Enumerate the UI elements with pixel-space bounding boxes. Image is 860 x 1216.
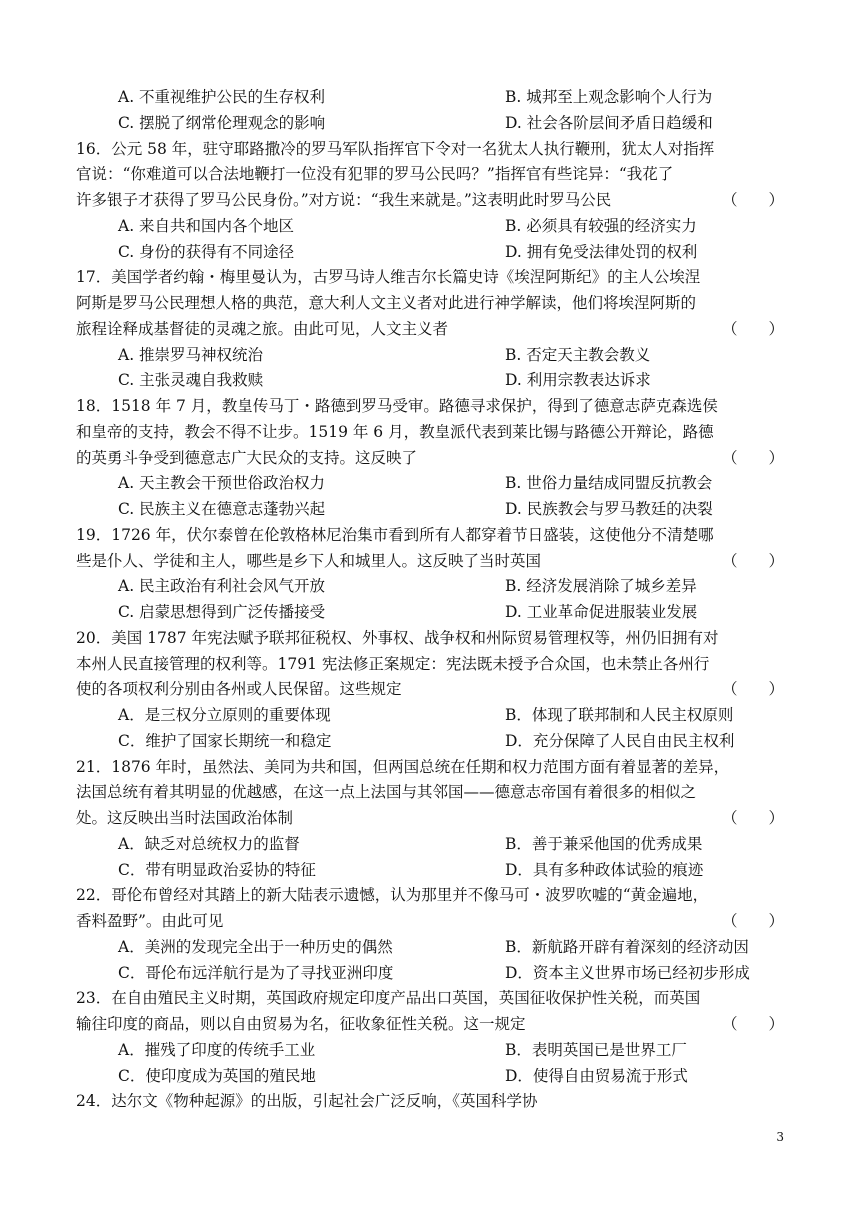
answer-blank: （ ） bbox=[722, 191, 785, 209]
answer-option: A．缺乏对总统权力的监督 bbox=[118, 835, 300, 853]
question-text-line: 些是仆人、学徒和主人，哪些是乡下人和城里人。这反映了当时英国 bbox=[76, 552, 542, 570]
answer-option: B. 世俗力量结成同盟反抗教会 bbox=[505, 474, 713, 492]
answer-option: C．维护了国家长期统一和稳定 bbox=[118, 732, 332, 750]
answer-blank: （ ） bbox=[722, 680, 785, 698]
answer-option: D．资本主义世界市场已经初步形成 bbox=[505, 964, 750, 982]
answer-option: D. 社会各阶层间矛盾日趋缓和 bbox=[505, 114, 713, 132]
answer-option: B．体现了联邦制和人民主权原则 bbox=[505, 706, 734, 724]
answer-option: A．摧残了印度的传统手工业 bbox=[118, 1041, 316, 1059]
answer-option: D．具有多种政体试验的痕迹 bbox=[505, 861, 704, 879]
question-text-line: 的英勇斗争受到德意志广大民众的支持。这反映了 bbox=[76, 449, 418, 467]
question-text-line: 20．美国 1787 年宪法赋予联邦征税权、外事权、战争权和州际贸易管理权等，州仍旧拥有对 bbox=[76, 629, 719, 647]
answer-option: D．充分保障了人民自由民主权利 bbox=[505, 732, 735, 750]
question-text-line: 使的各项权利分别由各州或人民保留。这些规定 bbox=[76, 680, 402, 698]
answer-option: D. 工业革命促进服装业发展 bbox=[505, 603, 698, 621]
answer-option: D. 民族教会与罗马教廷的决裂 bbox=[505, 500, 713, 518]
answer-option: D．使得自由贸易流于形式 bbox=[505, 1067, 688, 1085]
answer-option: C. 民族主义在德意志蓬勃兴起 bbox=[118, 500, 326, 518]
answer-option: B．新航路开辟有着深刻的经济动因 bbox=[505, 938, 749, 956]
question-text-line: 旅程诠释成基督徒的灵魂之旅。由此可见，人文主义者 bbox=[76, 320, 449, 338]
question-text-line: 官说：“你难道可以合法地鞭打一位没有犯罪的罗马公民吗？”指挥官有些诧异：“我花了 bbox=[76, 165, 674, 183]
answer-option: D. 利用宗教表达诉求 bbox=[505, 371, 651, 389]
question-text-line: 阿斯是罗马公民理想人格的典范，意大利人文主义者对此进行神学解读，他们将埃涅阿斯的 bbox=[76, 294, 697, 312]
question-text-line: 21．1876 年时，虽然法、美同为共和国，但两国总统在任期和权力范围方面有着显著的差异， bbox=[76, 758, 730, 776]
answer-option: C. 摆脱了纲常伦理观念的影响 bbox=[118, 114, 326, 132]
answer-option: B．表明英国已是世界工厂 bbox=[505, 1041, 687, 1059]
answer-blank: （ ） bbox=[722, 809, 785, 827]
answer-option: C．带有明显政治妥协的特征 bbox=[118, 861, 316, 879]
answer-option: C．哥伦布远洋航行是为了寻找亚洲印度 bbox=[118, 964, 394, 982]
answer-option: A. 来自共和国内各个地区 bbox=[118, 217, 295, 235]
answer-option: B．善于兼采他国的优秀成果 bbox=[505, 835, 703, 853]
answer-blank: （ ） bbox=[722, 1015, 785, 1033]
answer-option: C. 主张灵魂自我救赎 bbox=[118, 371, 264, 389]
answer-option: D. 拥有免受法律处罚的权利 bbox=[505, 243, 698, 261]
question-text-line: 许多银子才获得了罗马公民身份。”对方说：“我生来就是。”这表明此时罗马公民 bbox=[76, 191, 612, 209]
question-text-line: 本州人民直接管理的权利等。1791 宪法修正案规定：宪法既未授予合众国，也未禁止各州行 bbox=[76, 655, 710, 673]
answer-option: A. 不重视维护公民的生存权利 bbox=[118, 88, 326, 106]
answer-option: C．使印度成为英国的殖民地 bbox=[118, 1067, 316, 1085]
answer-option: A. 天主教会干预世俗政治权力 bbox=[118, 474, 326, 492]
answer-blank: （ ） bbox=[722, 912, 785, 930]
answer-option: B. 必须具有较强的经济实力 bbox=[505, 217, 697, 235]
answer-option: A．美洲的发现完全出于一种历史的偶然 bbox=[118, 938, 393, 956]
question-text-line: 法国总统有着其明显的优越感，在这一点上法国与其邻国——德意志帝国有着很多的相似之 bbox=[76, 783, 697, 801]
question-text-line: 23．在自由殖民主义时期，英国政府规定印度产品出口英国，英国征收保护性关税，而英国 bbox=[76, 989, 701, 1007]
question-text-line: 19．1726 年，伏尔泰曾在伦敦格林尼治集市看到所有人都穿着节日盛装，这使他分不清楚哪 bbox=[76, 526, 714, 544]
page-number: 3 bbox=[776, 1130, 784, 1144]
answer-option: C. 身份的获得有不同途径 bbox=[118, 243, 295, 261]
answer-option: A．是三权分立原则的重要体现 bbox=[118, 706, 331, 724]
answer-option: C. 启蒙思想得到广泛传播接受 bbox=[118, 603, 326, 621]
question-text-line: 18．1518 年 7 月，教皇传马丁・路德到罗马受审。路德寻求保护，得到了德意志萨克森选侯 bbox=[76, 397, 718, 415]
question-text-line: 香料盈野”。由此可见 bbox=[76, 912, 224, 930]
question-text-line: 24．达尔文《物种起源》的出版，引起社会广泛反响，《英国科学协 bbox=[76, 1092, 538, 1110]
answer-blank: （ ） bbox=[722, 552, 785, 570]
answer-option: B. 否定天主教会教义 bbox=[505, 346, 651, 364]
answer-option: B. 经济发展消除了城乡差异 bbox=[505, 577, 697, 595]
answer-option: A. 民主政治有利社会风气开放 bbox=[118, 577, 326, 595]
question-text-line: 22．哥伦布曾经对其踏上的新大陆表示遗憾，认为那里并不像马可・波罗吹嘘的“黄金遍地， bbox=[76, 886, 709, 904]
answer-option: B. 城邦至上观念影响个人行为 bbox=[505, 88, 713, 106]
question-text-line: 输往印度的商品，则以自由贸易为名，征收象征性关税。这一规定 bbox=[76, 1015, 526, 1033]
answer-blank: （ ） bbox=[722, 320, 785, 338]
question-text-line: 16．公元 58 年，驻守耶路撒冷的罗马军队指挥官下令对一名犹太人执行鞭刑，犹太人对指挥 bbox=[76, 140, 715, 158]
question-text-line: 17．美国学者约翰・梅里曼认为，古罗马诗人维吉尔长篇史诗《埃涅阿斯纪》的主人公埃涅 bbox=[76, 268, 701, 286]
answer-blank: （ ） bbox=[722, 449, 785, 467]
question-text-line: 和皇帝的支持，教会不得不让步。1519 年 6 月，教皇派代表到莱比锡与路德公开辩论，路德 bbox=[76, 423, 714, 441]
question-text-line: 处。这反映出当时法国政治体制 bbox=[76, 809, 294, 827]
answer-option: A. 推崇罗马神权统治 bbox=[118, 346, 264, 364]
